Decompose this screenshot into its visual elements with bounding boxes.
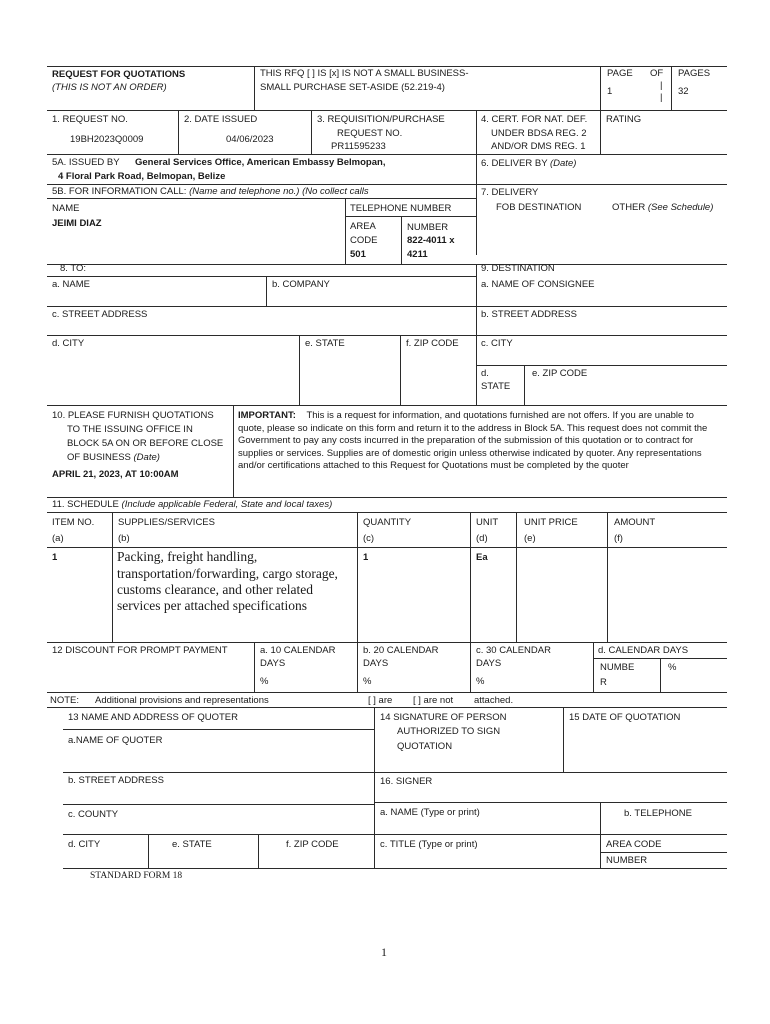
delivery-label: 7. DELIVERY [481,187,539,198]
rule [47,110,727,111]
page-value: 1 [607,86,613,97]
schedule-heading [52,499,332,511]
rule [47,547,727,548]
issued-by-line2: 4 Floral Park Road, Belmopan, Belize [58,171,226,182]
discount-b-line2: DAYS [363,658,389,669]
discount-a-line1: a. 10 CALENDAR [260,645,336,656]
request-no-label: 1. REQUEST NO. [52,114,128,125]
furnish-line4-text: OF BUSINESS [67,452,131,463]
of-divider: | [660,80,663,91]
schedule-note: (Include applicable Federal, State and local taxes) [121,499,333,510]
signer-name-label[interactable]: a. NAME (Type or print) [380,807,480,818]
rule [357,642,358,692]
important-text: This is a request for information, and quotations furnished are not offers. If you are unable to quote, please so indicate on this form and return it to the address in Block 5A. This request does not commit the Government to pay any costs incurred in the preparation of the submission of this quotation or to contract for supplies or services. Supplies are of domestic origin unless otherwise indicated by quoter. Any representations and/or certifications attached to this Request for Quotations must be completed by the quoter [238,410,708,472]
unit-price-field[interactable] [524,552,604,637]
rule [311,110,312,154]
dest-state-label-1[interactable]: d. [481,368,489,379]
discount-c-line1: c. 30 CALENDAR [476,645,551,656]
rule [254,66,255,110]
area-code-label[interactable]: AREA CODE [606,839,662,850]
signer-label: 16. SIGNER [380,776,433,787]
rule [400,335,401,405]
rule [593,642,594,692]
rule [112,512,113,642]
number-label: NUMBER [407,222,449,233]
schedule-label: 11. SCHEDULE [52,499,119,510]
rule [600,110,601,154]
rule [600,66,601,110]
furnish-line3: BLOCK 5A ON OR BEFORE CLOSE [67,438,224,449]
other-suffix: (See Schedule) [647,202,714,213]
note-are-checkbox[interactable]: [ ] are [368,695,393,706]
telephone-label: TELEPHONE NUMBER [350,203,452,214]
discount-d-number-line2: R [600,677,607,688]
rule [63,804,374,805]
dest-city-label[interactable]: c. CITY [481,338,513,349]
rule [470,642,471,692]
rule [47,405,727,406]
signature-line1[interactable]: 14 SIGNATURE OF PERSON [380,712,507,723]
contact-name-label: NAME [52,203,80,214]
rule [47,276,476,277]
rule [671,66,672,110]
area-label-1: AREA [350,221,376,232]
requisition-label-2: REQUEST NO. [337,128,403,139]
col-sub-quantity: (c) [363,533,375,544]
to-name-label[interactable]: a. NAME [52,279,91,290]
rule [476,110,477,255]
discount-c-line2: DAYS [476,658,502,669]
area-label-2: CODE [350,235,378,246]
rule [374,707,375,869]
quoter-zip-label[interactable]: f. ZIP CODE [286,839,339,850]
quoter-label: 13 NAME AND ADDRESS OF QUOTER [68,712,238,723]
contact-name-value[interactable]: JEIMI DIAZ [52,218,102,229]
quoter-street-label[interactable]: b. STREET ADDRESS [68,775,164,786]
deliver-by-block[interactable] [481,158,576,170]
rule [148,834,149,869]
rule [345,216,476,217]
col-header-item: ITEM NO. [52,517,95,528]
dest-state-label-2: STATE [481,381,511,392]
col-sub-supplies: (b) [118,533,130,544]
col-sub-unit-price: (e) [524,533,536,544]
page-label: PAGE [607,68,633,79]
furnish-line4-suffix: (Date) [133,452,160,463]
schedule-item-desc-line1: Packing, freight handling, [117,549,258,564]
rule [299,335,300,405]
issued-by-label: 5A. ISSUED BY [52,157,120,168]
info-call-note: (Name and telephone no.) (No collect calls [189,186,369,197]
rule [47,306,727,307]
form-subtitle: (THIS IS NOT AN ORDER) [52,82,167,93]
signer-title-label[interactable]: c. TITLE (Type or print) [380,839,478,850]
discount-c-percent[interactable]: % [476,676,485,687]
signature-line3: QUOTATION [397,741,453,752]
col-sub-unit: (d) [476,533,488,544]
rule [600,802,601,869]
rule [47,497,727,498]
destination-label: 9. DESTINATION [481,263,555,274]
of-divider: | [660,92,663,103]
consignee-label[interactable]: a. NAME OF CONSIGNEE [481,279,595,290]
rule [47,184,727,185]
request-no-value[interactable]: 19BH2023Q0009 [70,134,144,145]
cert-line2: UNDER BDSA REG. 2 [491,128,587,139]
quoter-city-label[interactable]: d. CITY [68,839,101,850]
discount-b-line1: b. 20 CALENDAR [363,645,439,656]
rule [63,772,727,773]
rule [178,110,179,154]
col-sub-amount: (f) [614,533,623,544]
rule [47,707,727,708]
form-name: STANDARD FORM 18 [90,871,183,881]
number-field-label[interactable]: NUMBER [606,855,648,866]
discount-a-percent[interactable]: % [260,676,269,687]
to-state-label[interactable]: e. STATE [305,338,345,349]
quoter-state-label[interactable]: e. STATE [172,839,212,850]
furnish-line2: TO THE ISSUING OFFICE IN [67,424,193,435]
to-street-label[interactable]: c. STREET ADDRESS [52,309,148,320]
col-header-supplies: SUPPLIES/SERVICES [118,517,215,528]
setaside-line1[interactable]: THIS RFQ [ ] IS [x] IS NOT A SMALL BUSINESS- [260,68,469,79]
pages-value: 32 [678,86,689,97]
dest-zip-label[interactable]: e. ZIP CODE [532,368,588,379]
rule [47,692,727,693]
rule [47,335,727,336]
discount-d-line1: d. CALENDAR DAYS [598,645,689,656]
phone-number-line2: 4211 [407,249,428,260]
other-delivery-option[interactable] [612,202,713,214]
discount-label: 12 DISCOUNT FOR PROMPT PAYMENT [52,645,228,656]
date-issued-value[interactable]: 04/06/2023 [226,134,274,145]
quoter-county-label[interactable]: c. COUNTY [68,809,119,820]
phone-number-line1[interactable]: 822-4011 x [407,235,455,246]
area-code-value[interactable]: 501 [350,249,366,260]
rule [476,365,727,366]
rule [345,198,346,264]
to-label: 8. TO: [60,263,87,274]
furnish-line1: 10. PLEASE FURNISH QUOTATIONS [52,410,214,421]
rule [233,405,234,497]
rule [63,834,727,835]
rule [47,154,727,155]
rule [470,512,471,642]
requisition-label: 3. REQUISITION/PURCHASE [317,114,445,125]
col-header-unit: UNIT [476,517,499,528]
rule [47,512,727,513]
col-header-quantity: QUANTITY [363,517,412,528]
schedule-item-unit: Ea [476,552,488,563]
important-notice [238,410,718,473]
discount-d-percent[interactable]: % [668,662,677,673]
rule [63,868,727,869]
cert-line3: AND/OR DMS REG. 1 [491,141,586,152]
note-are-not-checkbox[interactable]: [ ] are not [413,695,454,706]
schedule-item-desc-line3: customs clearance, and other related [117,582,314,597]
rule [47,198,476,199]
quoter-name-label[interactable]: a.NAME OF QUOTER [68,735,163,746]
signer-telephone-label[interactable]: b. TELEPHONE [624,808,692,819]
note-label: NOTE: [50,695,80,706]
rule [47,66,727,67]
schedule-item-no: 1 [52,552,58,563]
discount-a-line2: DAYS [260,658,286,669]
schedule-item-desc-line2: transportation/forwarding, cargo storage, [117,566,338,581]
rule [47,642,727,643]
rule [47,264,727,265]
note-text: Additional provisions and representations [95,695,269,706]
fob-destination-option[interactable]: FOB DESTINATION [496,202,582,213]
other-label: OTHER [612,202,646,213]
rule [600,852,727,853]
rule [374,802,727,803]
deliver-by-label: 6. DELIVER BY [481,158,548,169]
to-company-label[interactable]: b. COMPANY [272,279,330,290]
dest-street-label[interactable]: b. STREET ADDRESS [481,309,577,320]
to-zip-label[interactable]: f. ZIP CODE [406,338,459,349]
rule [258,834,259,869]
rule [516,512,517,642]
col-sub-item: (a) [52,533,64,544]
schedule-item-quantity: 1 [363,552,369,563]
note-attached: attached. [474,695,514,706]
rule [401,216,402,264]
col-header-amount: AMOUNT [614,517,656,528]
info-call-label: 5B. FOR INFORMATION CALL: [52,186,187,197]
rule [266,276,267,306]
deliver-by-suffix: (Date) [550,158,577,169]
to-city-label[interactable]: d. CITY [52,338,85,349]
of-label: OF [650,68,664,79]
discount-d-number-line1[interactable]: NUMBE [600,662,635,673]
quotation-date-label[interactable]: 15 DATE OF QUOTATION [569,712,681,723]
requisition-value[interactable]: PR11595233 [331,141,386,152]
rule [254,642,255,692]
setaside-line2: SMALL PURCHASE SET-ASIDE (52.219-4) [260,82,445,93]
date-issued-label: 2. DATE ISSUED [184,114,258,125]
info-call-block [52,186,369,198]
cert-line1: 4. CERT. FOR NAT. DEF. [481,114,588,125]
rating-label: RATING [606,114,642,125]
signature-line2: AUTHORIZED TO SIGN [397,726,501,737]
rule [563,707,564,772]
rule [63,729,374,730]
issued-by-line1: General Services Office, American Embassy Belmopan, [135,157,386,168]
quotation-deadline[interactable]: APRIL 21, 2023, AT 10:00AM [52,469,179,480]
schedule-item-desc-line4: services per attached specifications [117,598,308,613]
rule [357,512,358,642]
rule [524,365,525,405]
pages-label: PAGES [678,68,711,79]
page-number: 1 [381,945,387,959]
important-label: IMPORTANT: [238,410,296,421]
furnish-line4 [67,452,160,464]
amount-field[interactable] [614,552,722,637]
col-header-unit-price: UNIT PRICE [524,517,578,528]
rule [607,512,608,642]
form-title: REQUEST FOR QUOTATIONS [52,69,186,80]
rule [660,658,661,692]
discount-b-percent[interactable]: % [363,676,372,687]
